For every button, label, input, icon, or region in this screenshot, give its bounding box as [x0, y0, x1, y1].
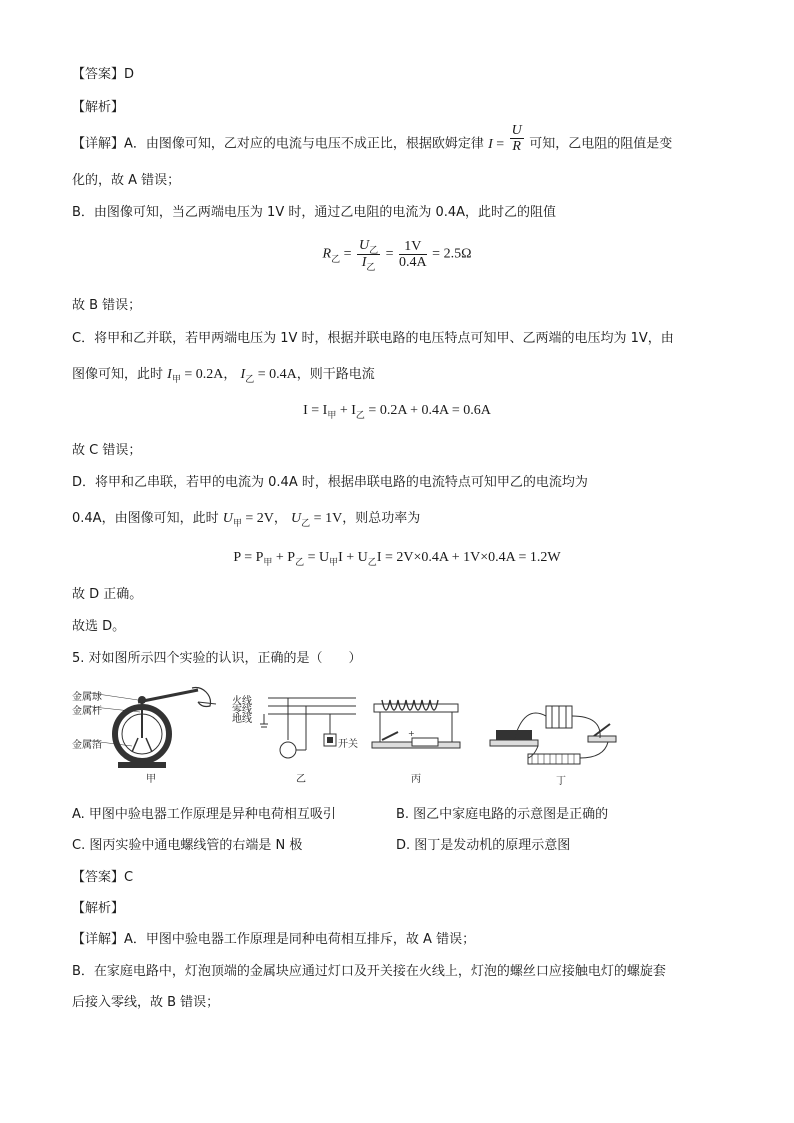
- fig-label-ding: 丁: [556, 776, 566, 787]
- q5-analysis-tag: 【解析】: [72, 901, 125, 916]
- q5-detail-b-line1: B．在家庭电路中，灯泡顶端的金属块应通过灯口及开关接在火线上，灯泡的螺丝口应接触电灯的螺旋套: [72, 964, 666, 979]
- fig-label-jia: 甲: [146, 774, 156, 785]
- motor-figure: [484, 700, 624, 772]
- label-metal-rod: 金属杆: [72, 706, 102, 717]
- q5-detail-b-line2: 后接入零线，故 B 错误；: [72, 995, 220, 1010]
- detail-tag: 【详解】: [72, 932, 125, 947]
- q4-detail-a-line1: [72, 123, 673, 154]
- c-current-equation: $I = I_甲 + I_乙 = 0.2A + 0.4A = 0.6A$: [303, 403, 491, 420]
- label-metal-foil: 金属箔: [72, 740, 102, 751]
- answer-tag: 【答案】: [72, 67, 125, 82]
- q4-detail-d-line2: 0.4A，由图像可知，此时 $U_甲 = 2V$， $U_乙 = 1V$，则总功率为: [72, 511, 421, 528]
- a-text-post: 可知，乙电阻的阻值是变: [529, 136, 673, 152]
- label-switch: 开关: [338, 739, 358, 750]
- label-metal-ball: 金属球: [72, 692, 102, 703]
- svg-text:+: +: [408, 729, 415, 738]
- q4-d-conclusion: 故 D 正确。: [72, 587, 143, 602]
- option-d: D. 图丁是发动机的原理示意图: [396, 838, 571, 853]
- option-b: B. 图乙中家庭电路的示意图是正确的: [396, 807, 609, 822]
- q4-c-conclusion: 故 C 错误；: [72, 443, 142, 458]
- answer-tag: 【答案】: [72, 870, 125, 885]
- option-a: A. 甲图中验电器工作原理是异种电荷相互吸引: [72, 807, 336, 822]
- answer-value: C: [124, 870, 134, 885]
- q4-detail-b-line1: B．由图像可知，当乙两端电压为 1V 时，通过乙电阻的电流为 0.4A，此时乙的阻值: [72, 205, 557, 220]
- detail-tag: 【详解】: [72, 136, 125, 152]
- solenoid-figure: [368, 692, 464, 758]
- q4-analysis-tag: 【解析】: [72, 100, 125, 115]
- ohm-law-formula: I = $\frac{U}{R}$: [488, 123, 522, 154]
- answer-value: D: [124, 67, 135, 82]
- label-live-wire: 火线: [232, 696, 252, 707]
- rz-equation: $R_乙$ = $\frac{U_乙}{I_乙}$ = $\frac{1V}{0.4A}$ = 2.5Ω: [322, 238, 472, 272]
- q5-detail-a: 【详解】A．甲图中验电器工作原理是同种电荷相互排斥，故 A 错误；: [72, 932, 476, 947]
- d-power-equation: $P = P_甲 + P_乙 = U_甲I + U_乙I = 2V\times 0.4A + 1V\times 0.4A = 1.2W$: [233, 550, 561, 567]
- q4-detail-d-line1: D．将甲和乙串联，若甲的电流为 0.4A 时，根据串联电路的电流特点可知甲乙的电流均为: [72, 475, 588, 490]
- q4-b-conclusion: 故 B 错误；: [72, 298, 142, 313]
- label-neutral-wire: 零线: [232, 705, 252, 716]
- label-ground-wire: 地线: [232, 714, 252, 725]
- option-c: C. 图丙实验中通电螺线管的右端是 N 极: [72, 838, 303, 853]
- q4-detail-a-line2: 化的，故 A 错误；: [72, 173, 181, 188]
- q5-answer-line: [72, 869, 133, 887]
- q4-detail-c-line2: 图像可知，此时 $I_甲 = 0.2A$， $I_乙 = 0.4A$，则干路电流: [72, 367, 375, 384]
- q4-detail-c-line1: C．将甲和乙并联，若甲两端电压为 1V 时，根据并联电路的电压特点可知甲、乙两端的电压均为 1V，由: [72, 331, 674, 346]
- fig-label-yi: 乙: [296, 774, 306, 785]
- q4-answer-line: [72, 66, 134, 84]
- household-circuit-figure: [258, 694, 358, 766]
- q5-stem: 5. 对如图所示四个实验的认识，正确的是（ ）: [72, 651, 362, 666]
- q4-final: 故选 D。: [72, 619, 126, 634]
- fig-label-bing: 丙: [411, 774, 421, 785]
- a-text-pre: A．由图像可知，乙对应的电流与电压不成正比，根据欧姆定律: [124, 136, 484, 152]
